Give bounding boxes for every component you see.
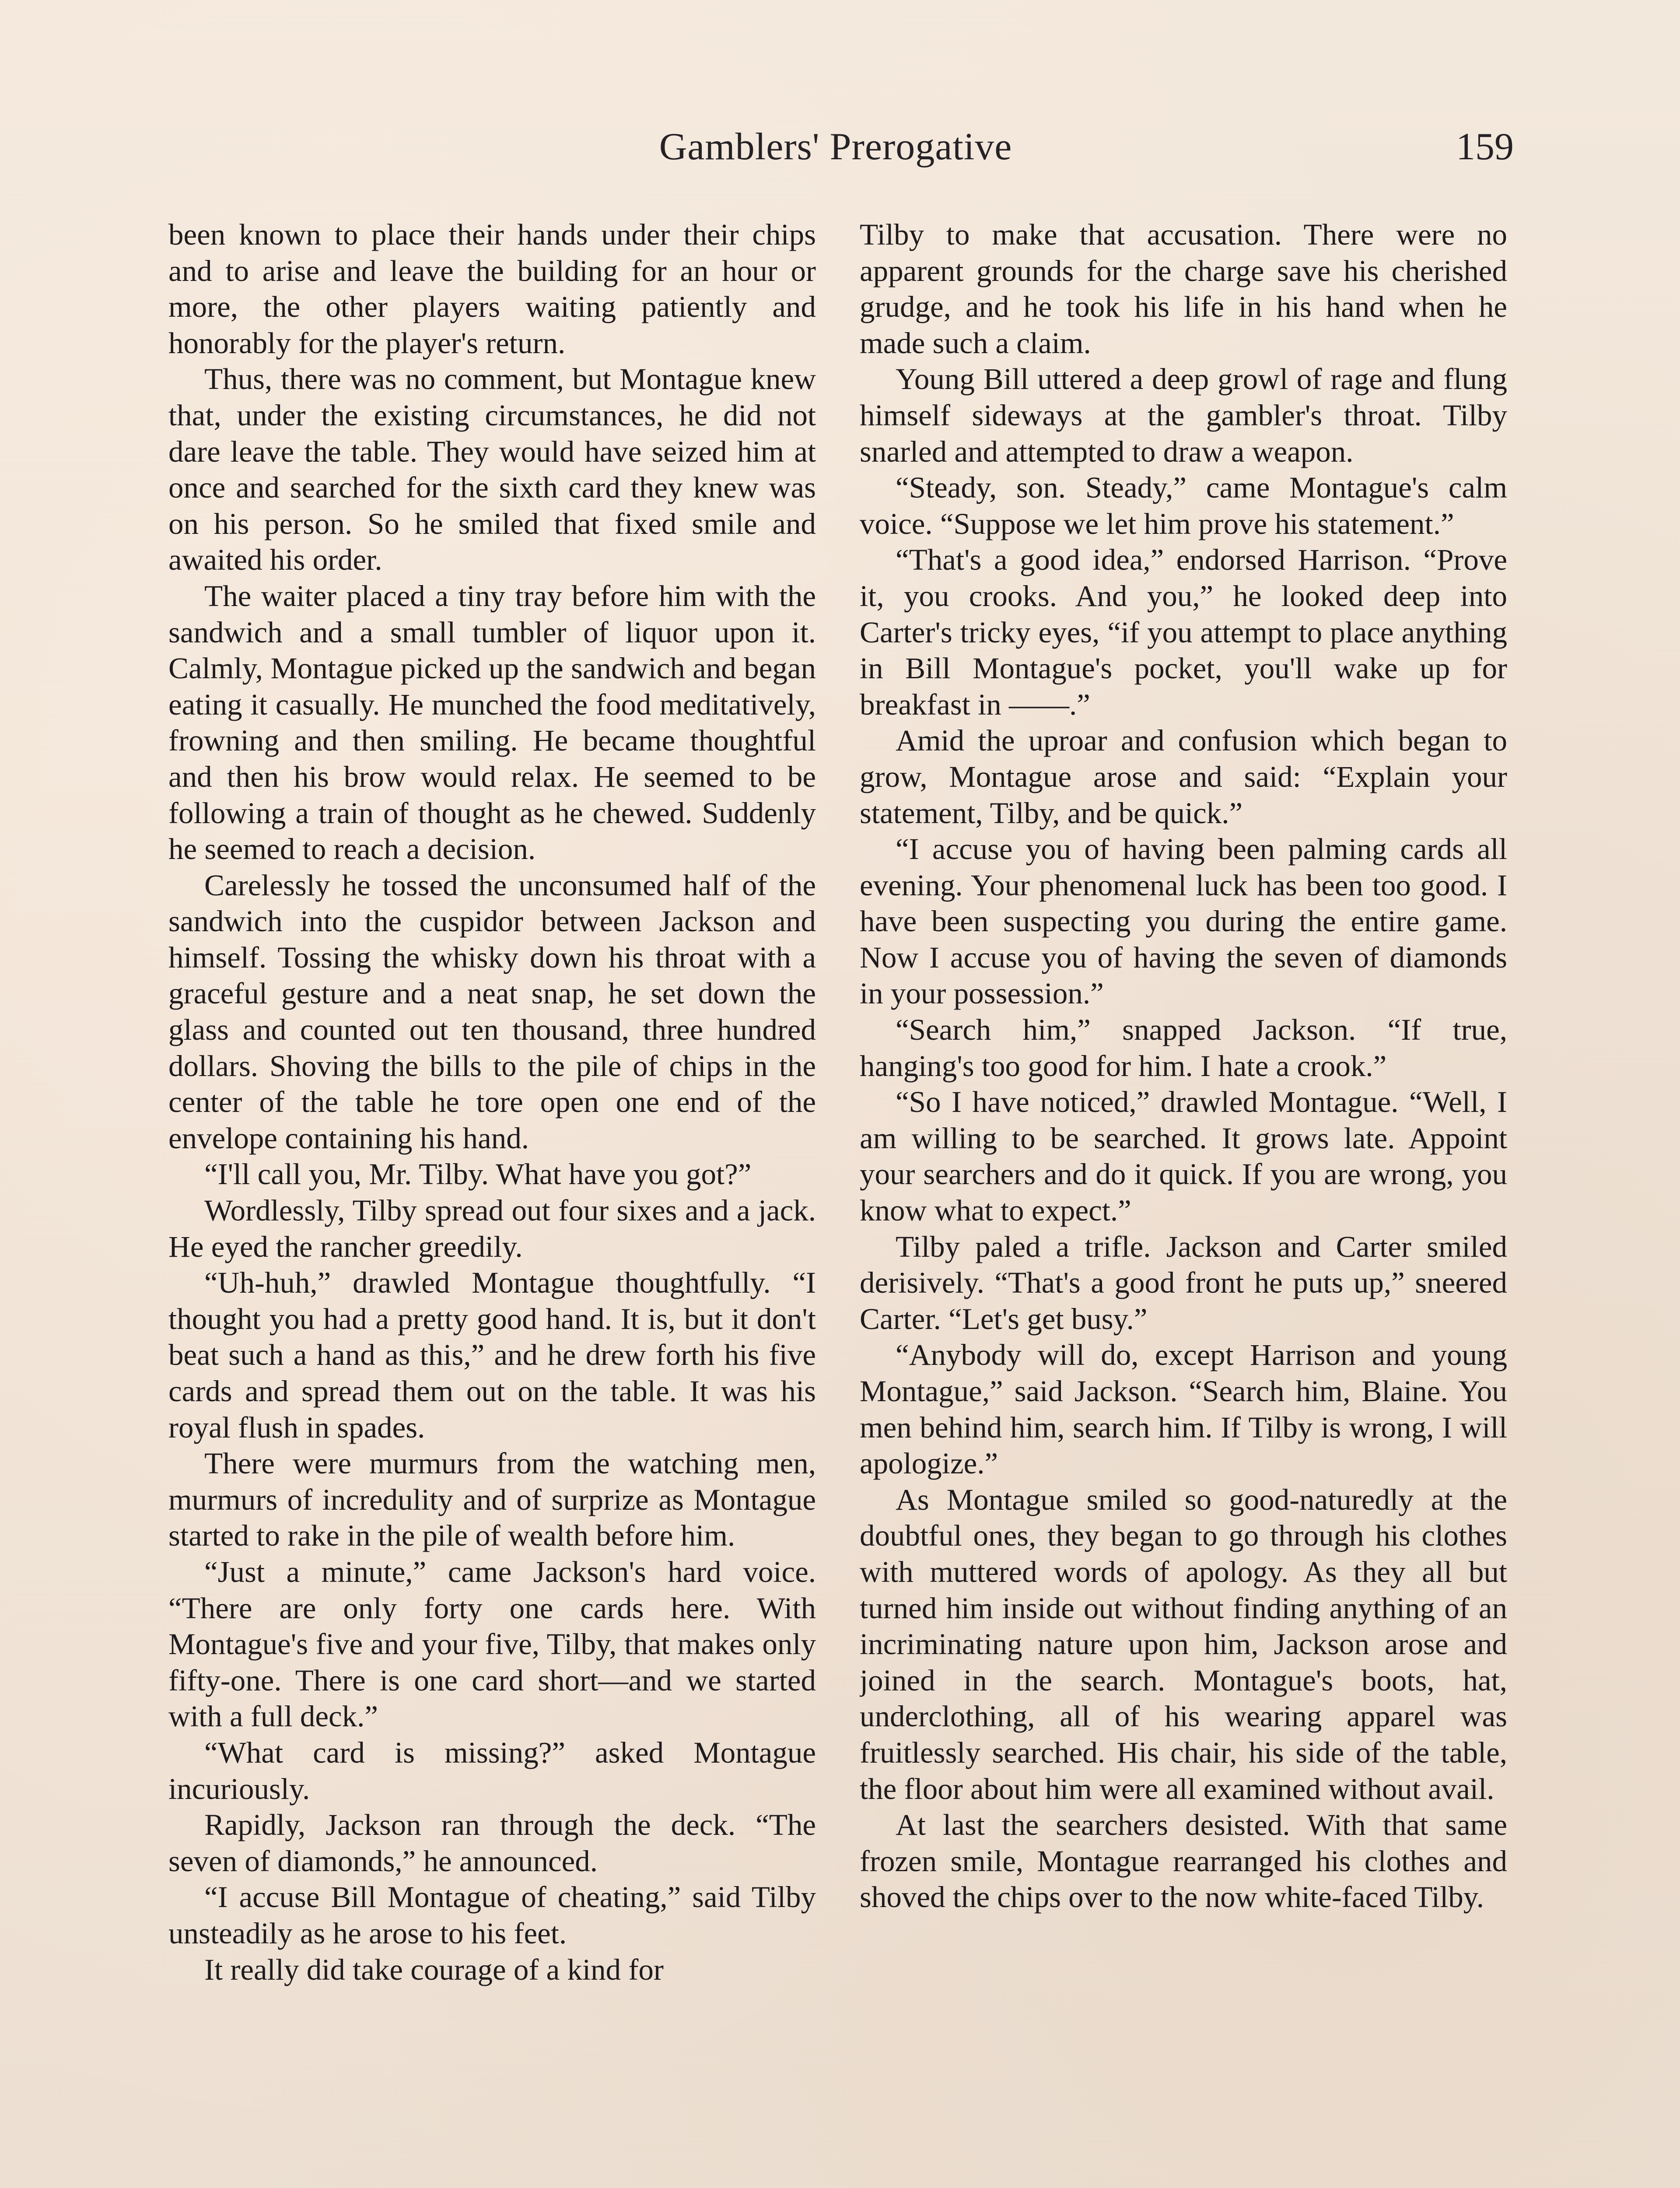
paragraph: “Uh-huh,” drawled Montague thoughtfully. “I thought you had a pretty good hand. It is, but it don't beat such a hand as this,” and he drew forth his five cards and spread them out on the table. It was his royal flush in spades. [168, 1266, 816, 1444]
paragraph: Wordlessly, Tilby spread out four sixes and a jack. He eyed the rancher greedily. [168, 1194, 816, 1263]
paragraph: Thus, there was no comment, but Montague knew that, under the existing circumstances, he did not dare leave the table. They would have seized him at once and searched for the sixth card they knew was on his person. So he smiled that fixed smile and awaited his order. [168, 362, 816, 577]
right-text-column [860, 217, 1507, 2188]
paragraph: “That's a good idea,” endorsed Harrison. “Prove it, you crooks. And you,” he looked deep into Carter's tricky eyes, “if you attempt to place anything in Bill Montague's pocket, you'll wake up for breakfast in ——.” [860, 543, 1507, 721]
paragraph: “I accuse Bill Montague of cheating,” said Tilby unsteadily as he arose to his feet. [168, 1880, 816, 1950]
paragraph: The waiter placed a tiny tray before him with the sandwich and a small tumbler of liquor upon it. Calmly, Montague picked up the sandwich and began eating it casually. He munched the food meditatively, frowning and then smiling. He became thoughtful and then his brow would relax. He seemed to be following a train of thought as he chewed. Suddenly he seemed to reach a decision. [168, 579, 816, 866]
paragraph: “Anybody will do, except Harrison and young Montague,” said Jackson. “Search him, Blaine. You men behind him, search him. If Tilby is wrong, I will apologize.” [860, 1338, 1507, 1480]
paragraph: “I accuse you of having been palming cards all evening. Your phenomenal luck has been too good. I have been suspecting you during the entire game. Now I accuse you of having the seven of diamonds in your possession.” [860, 832, 1507, 1010]
paragraph: “Steady, son. Steady,” came Montague's calm voice. “Suppose we let him prove his statement.” [860, 471, 1507, 540]
paragraph: Tilby to make that accusation. There were no apparent grounds for the charge save his cherished grudge, and he took his life in his hand when he made such a claim. [860, 218, 1507, 360]
running-title: Gamblers' Prerogative [659, 126, 1012, 168]
paragraph: been known to place their hands under their chips and to arise and leave the building for an hour or more, the other players waiting patiently and honorably for the player's return. [168, 218, 816, 360]
page-number: 159 [1456, 126, 1514, 168]
paragraph: At last the searchers desisted. With that same frozen smile, Montague rearranged his clothes and shoved the chips over to the now white-faced Tilby. [860, 1808, 1507, 1914]
paragraph: As Montague smiled so good-naturedly at the doubtful ones, they began to go through his clothes with muttered words of apology. As they all but turned him inside out without finding anything of an incriminating nature upon him, Jackson arose and joined in the search. Montague's boots, hat, underclothing, all of his wearing apparel was fruitlessly searched. His chair, his side of the table, the floor about him were all examined without avail. [860, 1483, 1507, 1806]
paragraph: “What card is missing?” asked Montague incuriously. [168, 1736, 816, 1806]
paragraph: Tilby paled a trifle. Jackson and Carter smiled derisively. “That's a good front he puts up,” sneered Carter. “Let's get busy.” [860, 1230, 1507, 1336]
paragraph: “I'll call you, Mr. Tilby. What have you got?” [204, 1157, 752, 1191]
left-text-column [168, 217, 816, 2188]
paragraph: Amid the uproar and confusion which began to grow, Montague arose and said: “Explain your statement, Tilby, and be quick.” [860, 724, 1507, 830]
paragraph: “Search him,” snapped Jackson. “If true, hanging's too good for him. I hate a crook.” [860, 1013, 1507, 1083]
paragraph: It really did take courage of a kind for [204, 1953, 664, 1986]
paragraph: Young Bill uttered a deep growl of rage and flung himself sideways at the gambler's throat. Tilby snarled and attempted to draw a weapon. [860, 362, 1507, 468]
paragraph: There were murmurs from the watching men, murmurs of incredulity and of surprize as Montague started to rake in the pile of wealth before him. [168, 1447, 816, 1553]
paragraph: “Just a minute,” came Jackson's hard voice. “There are only forty one cards here. With Montague's five and your five, Tilby, that makes only fifty-one. There is one card short—and we started with a full deck.” [168, 1555, 816, 1733]
paragraph: Carelessly he tossed the unconsumed half of the sandwich into the cuspidor between Jackson and himself. Tossing the whisky down his throat with a graceful gesture and a neat snap, he set down the glass and counted out ten thousand, three hundred dollars. Shoving the bills to the pile of chips in the center of the table he tore open one end of the envelope containing his hand. [168, 868, 816, 1155]
paragraph: Rapidly, Jackson ran through the deck. “The seven of diamonds,” he announced. [168, 1808, 816, 1878]
paragraph: “So I have noticed,” drawled Montague. “Well, I am willing to be searched. It grows late. Appoint your searchers and do it quick. If you are wrong, you know what to expect.” [860, 1085, 1507, 1227]
